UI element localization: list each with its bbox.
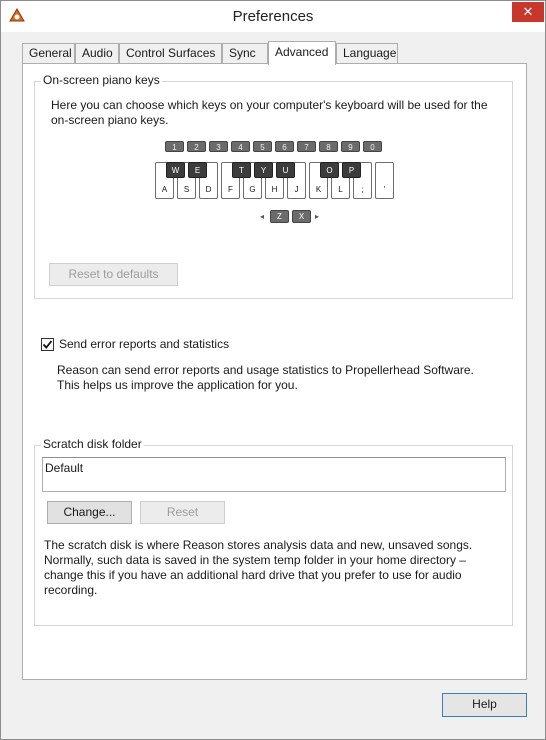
scratch-description-line3: change this if you have an additional hard drive that you prefer to use for audio xyxy=(44,568,462,582)
piano-keyboard xyxy=(155,162,399,200)
key-o[interactable]: O xyxy=(320,162,339,178)
key-0[interactable]: 0 xyxy=(363,141,382,152)
title-bar[interactable] xyxy=(1,1,545,32)
reset-folder-button[interactable]: Reset xyxy=(140,501,225,524)
key-8[interactable]: 8 xyxy=(319,141,338,152)
window-title: Preferences xyxy=(232,8,314,25)
key-s[interactable]: S xyxy=(177,162,196,199)
key-x[interactable]: X xyxy=(292,210,311,223)
send-error-reports-checkbox[interactable] xyxy=(41,338,54,351)
tab-audio[interactable]: Audio xyxy=(75,43,119,64)
error-reports-description-line2: This helps us improve the application for you. xyxy=(57,378,298,392)
key-l[interactable]: L xyxy=(331,162,350,199)
key-y[interactable]: Y xyxy=(254,162,273,178)
key-a[interactable]: A xyxy=(155,162,174,199)
key-j[interactable]: J xyxy=(287,162,306,199)
error-reports-description-line1: Reason can send error reports and usage statistics to Propellerhead Software. xyxy=(57,363,474,377)
send-error-reports-label[interactable]: Send error reports and statistics xyxy=(59,337,230,351)
scratch-disk-group-label: Scratch disk folder xyxy=(43,437,142,451)
number-keys-row xyxy=(165,141,395,153)
key-h[interactable]: H xyxy=(265,162,284,199)
scratch-description-line4: recording. xyxy=(44,583,98,597)
key-6[interactable]: 6 xyxy=(275,141,294,152)
close-button[interactable]: ✕ xyxy=(512,2,544,22)
key-5[interactable]: 5 xyxy=(253,141,272,152)
octave-down-arrow-icon: ◂ xyxy=(260,212,265,221)
piano-keys-group-label: On-screen piano keys xyxy=(43,73,160,87)
key-1[interactable]: 1 xyxy=(165,141,184,152)
scratch-description-line2: Normally, such data is saved in the system temp folder in your home directory – xyxy=(44,553,466,567)
help-button[interactable]: Help xyxy=(442,693,527,717)
tab-language[interactable]: Language xyxy=(336,43,398,64)
tab-advanced[interactable]: Advanced xyxy=(268,41,336,65)
key-z[interactable]: Z xyxy=(270,210,289,223)
key-d[interactable]: D xyxy=(199,162,218,199)
key-7[interactable]: 7 xyxy=(297,141,316,152)
tab-sync[interactable]: Sync xyxy=(222,43,268,64)
key-e[interactable]: E xyxy=(188,162,207,178)
key-4[interactable]: 4 xyxy=(231,141,250,152)
key-k[interactable]: K xyxy=(309,162,328,199)
key-9[interactable]: 9 xyxy=(341,141,360,152)
scratch-disk-group xyxy=(34,437,513,626)
key-apostrophe[interactable]: ' xyxy=(375,162,394,199)
key-3[interactable]: 3 xyxy=(209,141,228,152)
checkmark-icon xyxy=(42,339,53,350)
key-2[interactable]: 2 xyxy=(187,141,206,152)
reset-to-defaults-button[interactable]: Reset to defaults xyxy=(49,263,178,286)
key-p[interactable]: P xyxy=(342,162,361,178)
key-f[interactable]: F xyxy=(221,162,240,199)
key-semicolon[interactable]: ; xyxy=(353,162,372,199)
tab-control-surfaces[interactable]: Control Surfaces xyxy=(119,43,222,64)
advanced-panel xyxy=(22,63,527,680)
scratch-description-line1: The scratch disk is where Reason stores analysis data and new, unsaved songs. xyxy=(44,538,473,552)
piano-description-line1: Here you can choose which keys on your computer's keyboard will be used for the xyxy=(51,98,488,112)
key-u[interactable]: U xyxy=(276,162,295,178)
octave-keys-row xyxy=(260,210,330,224)
octave-up-arrow-icon: ▸ xyxy=(315,212,320,221)
piano-description-line2: on-screen piano keys. xyxy=(51,113,169,127)
key-t[interactable]: T xyxy=(232,162,251,178)
change-folder-button[interactable]: Change... xyxy=(47,501,132,524)
scratch-folder-field[interactable]: Default xyxy=(42,457,506,492)
key-g[interactable]: G xyxy=(243,162,262,199)
tab-general[interactable]: General xyxy=(22,43,75,64)
piano-keys-group xyxy=(34,73,513,299)
key-w[interactable]: W xyxy=(166,162,185,178)
